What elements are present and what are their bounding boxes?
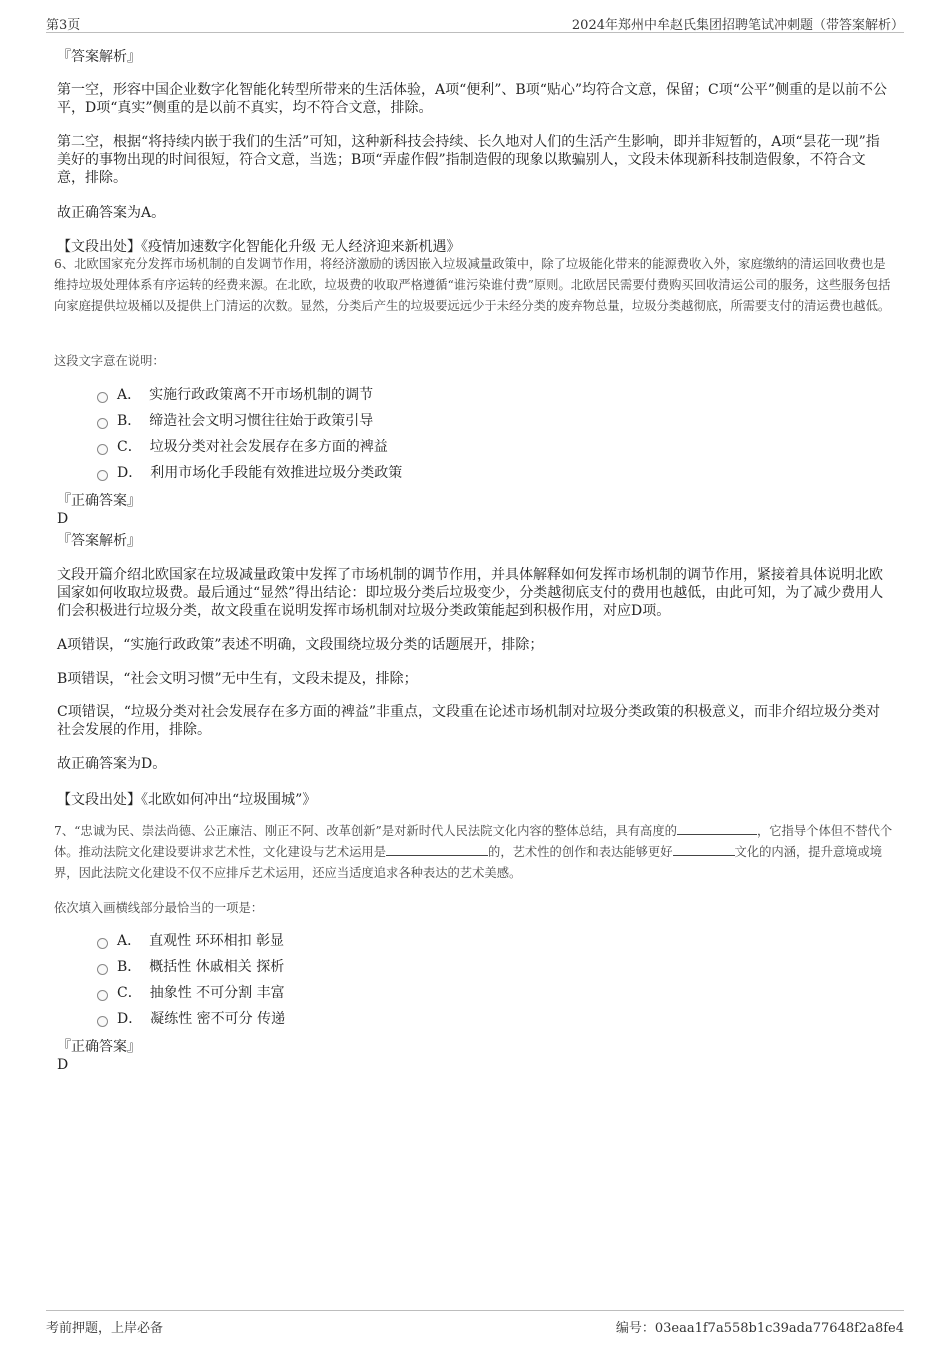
option-key: B． <box>117 959 142 975</box>
document-title: 2024年郑州中牟赵氏集团招聘笔试冲刺题（带答案解析） <box>571 18 904 33</box>
q6-stem: 6、北欧国家充分发挥市场机制的自发调节作用，将经济激励的诱因嵌入垃圾减量政策中，除了垃圾能化带来的能源费收入外，家庭缴纳的清运回收费也是维持垃圾处理体系有序运转的经费来源。在北欧，垃圾费的收取严格遵循“谁污染谁付费”原则。北欧居民需要付费购买回收清运公司的服务，这些服务包括向家庭提供垃圾桶以及提供上门清运的次数。显然，分类后产生的垃圾要远远少于未经分类的废弃物总量，垃圾分类越彻底，所需要支付的清运费也越低。 <box>54 257 891 313</box>
q7-stem-part-4: 文化的内涵，提升意境或境界，因此法院文化建设不仅不应排斥艺术运用，还应当适度追求各种表达的艺术美感。 <box>54 845 883 880</box>
q5-analysis-p2: 第二空，根据“将持续内嵌于我们的生活”可知，这种新科技会持续、长久地对人们的生活产生影响，即并非短暂的，A项“昙花一现”指美好的事物出现的时间很短，符合文意，当选；B项“弄虚作假”指制造假的现象以欺骗别人，文段未体现新科技制造假象，不符合文意，排除。 <box>57 134 880 186</box>
option-key: A． <box>117 933 142 949</box>
option-key: A． <box>117 387 142 403</box>
q7-answer: D <box>57 1057 69 1073</box>
radio-button[interactable] <box>97 964 108 975</box>
q5-analysis-label: 『答案解析』 <box>57 49 141 65</box>
radio-button[interactable] <box>97 990 108 1001</box>
q7-stem-part-3: 的，艺术性的创作和表达能够更好 <box>488 845 673 859</box>
q5-analysis-p1: 第一空，形容中国企业数字化智能化转型所带来的生活体验，A项“便利”、B项“贴心”均符合文意，保留；C项“公平”侧重的是以前不公平，D项“真实”侧重的是以前不真实，均不符合文意，排除。 <box>57 82 888 116</box>
q6-analysis-p4: C项错误，“垃圾分类对社会发展存在多方面的裨益”非重点，文段重在论述市场机制对垃圾分类政策的积极意义，而非介绍垃圾分类对社会发展的作用，排除。 <box>57 704 881 738</box>
q6-option-d[interactable] <box>97 463 402 483</box>
q6-answer: D <box>57 511 69 527</box>
q6-option-b[interactable] <box>97 411 373 431</box>
q6-option-a[interactable] <box>97 385 373 405</box>
q5-source: 【文段出处】《疫情加速数字化智能化升级 无人经济迎来新机遇》 <box>57 239 461 255</box>
option-text: 实施行政政策离不开市场机制的调节 <box>149 387 374 403</box>
option-key: B． <box>117 413 142 429</box>
q7-option-d[interactable] <box>97 1009 285 1029</box>
q6-conclusion: 故正确答案为D。 <box>57 756 167 772</box>
q7-stem-part-2: ，它指导个体但不替代个体。推动法院文化建设要讲求艺术性，文化建设与艺术运用是 <box>54 824 893 859</box>
option-text: 垃圾分类对社会发展存在多方面的裨益 <box>149 439 388 455</box>
blank-1 <box>677 822 757 835</box>
blank-3 <box>673 843 735 856</box>
blank-2 <box>386 843 488 856</box>
q6-option-c[interactable] <box>97 437 388 457</box>
q7-option-b[interactable] <box>97 957 284 977</box>
option-text: 直观性 环环相扣 彰显 <box>149 933 285 949</box>
radio-button[interactable] <box>97 392 108 403</box>
q7-option-a[interactable] <box>97 931 284 951</box>
option-text: 凝练性 密不可分 传递 <box>150 1011 286 1027</box>
page-footer <box>46 1310 904 1335</box>
q7-option-c[interactable] <box>97 983 285 1003</box>
page-header <box>46 12 904 33</box>
q6-analysis-p2: A项错误，“实施行政政策”表述不明确，文段围绕垃圾分类的话题展开，排除； <box>57 637 544 653</box>
q5-conclusion: 故正确答案为A。 <box>57 205 166 221</box>
q7-stem-part-1: 7、“忠诚为民、崇法尚德、公正廉洁、刚正不阿、改革创新”是对新时代人民法院文化内容的整体总结，具有高度的 <box>54 824 677 838</box>
radio-button[interactable] <box>97 444 108 455</box>
page-number: 第3页 <box>46 18 81 33</box>
option-key: D． <box>117 1011 143 1027</box>
option-key: C． <box>117 439 142 455</box>
option-text: 缔造社会文明习惯往往始于政策引导 <box>149 413 374 429</box>
q7-answer-label: 『正确答案』 <box>57 1039 141 1055</box>
document-code <box>616 1317 904 1336</box>
code-value: 03eaa1f7a558b1c39ada77648f2a8fe4 <box>654 1321 904 1336</box>
code-label: 编号： <box>615 1321 655 1336</box>
q6-answer-label: 『正确答案』 <box>57 493 141 509</box>
radio-button[interactable] <box>97 1016 108 1027</box>
option-text: 利用市场化手段能有效推进垃圾分类政策 <box>150 465 403 481</box>
q6-source: 【文段出处】《北欧如何冲出“垃圾围城”》 <box>57 792 317 808</box>
option-key: C． <box>117 985 142 1001</box>
footer-slogan: 考前押题，上岸必备 <box>46 1321 164 1336</box>
option-key: D． <box>117 465 143 481</box>
radio-button[interactable] <box>97 418 108 429</box>
q6-prompt: 这段文字意在说明： <box>54 354 165 368</box>
q6-analysis-p1: 文段开篇介绍北欧国家在垃圾减量政策中发挥了市场机制的调节作用，并具体解释如何发挥市场机制的调节作用，紧接着具体说明北欧国家如何收取垃圾费。最后通过“显然”得出结论：即垃圾分类后垃圾变少，分类越彻底支付的费用也越低，由此可知，为了减少费用人们会积极进行垃圾分类，故文段重在说明发挥市场机制对垃圾分类政策能起到积极作用，对应D项。 <box>57 567 884 619</box>
q7-stem <box>54 821 896 884</box>
radio-button[interactable] <box>97 470 108 481</box>
radio-button[interactable] <box>97 938 108 949</box>
option-text: 概括性 休戚相关 探析 <box>149 959 285 975</box>
q6-analysis-label: 『答案解析』 <box>57 533 141 549</box>
q6-analysis-p3: B项错误，“社会文明习惯”无中生有，文段未提及，排除； <box>57 671 418 687</box>
option-text: 抽象性 不可分割 丰富 <box>149 985 285 1001</box>
q7-prompt: 依次填入画横线部分最恰当的一项是： <box>54 901 264 915</box>
